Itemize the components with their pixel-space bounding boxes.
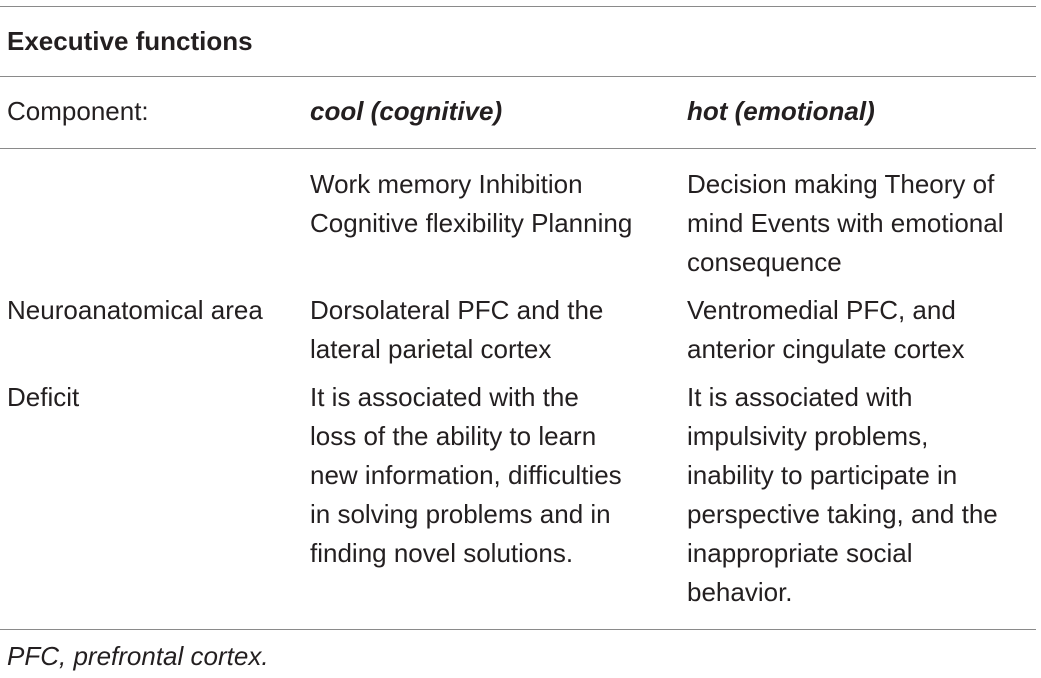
row-3-cool-cell	[310, 378, 622, 573]
row-3-hot-line: perspective taking, and the	[687, 499, 998, 529]
header-bottom-rule	[0, 148, 1036, 149]
row-2-cool-cell	[310, 291, 603, 369]
title-bottom-rule	[0, 76, 1036, 77]
row-3-cool-line: new information, difficulties	[310, 460, 622, 490]
table-title: Executive functions	[7, 26, 253, 56]
table-footnote: PFC, prefrontal cortex.	[7, 641, 269, 671]
row-2-hot-line: anterior cingulate cortex	[687, 334, 965, 364]
row-3-hot-line: inability to participate in	[687, 460, 958, 490]
row-2-hot-line: Ventromedial PFC, and	[687, 295, 956, 325]
row-2-label: Neuroanatomical area	[7, 295, 263, 325]
row-3-hot-line: inappropriate social	[687, 538, 913, 568]
header-component: Component:	[7, 96, 149, 126]
row-1-cool-line: Cognitive flexibility Planning	[310, 208, 633, 238]
row-3-cool-line: in solving problems and in	[310, 499, 611, 529]
row-2-hot-cell	[687, 291, 964, 369]
row-3-label: Deficit	[7, 382, 80, 412]
row-1-hot-line: mind Events with emotional	[687, 208, 1004, 238]
row-3-hot-line: impulsivity problems,	[687, 421, 929, 451]
row-2-cool-line: lateral parietal cortex	[310, 334, 552, 364]
header-cool: cool (cognitive)	[310, 96, 503, 126]
row-3-hot-cell	[687, 378, 998, 612]
row-1-hot-cell	[687, 165, 1003, 282]
row-3-hot-line: behavior.	[687, 577, 793, 607]
row-3-cool-line: It is associated with the	[310, 382, 579, 412]
table-top-rule	[0, 6, 1036, 7]
table-bottom-rule	[0, 629, 1036, 630]
header-hot: hot (emotional)	[687, 96, 875, 126]
row-1-hot-line: consequence	[687, 247, 842, 277]
row-1-cool-line: Work memory Inhibition	[310, 169, 583, 199]
row-3-cool-line: finding novel solutions.	[310, 538, 574, 568]
row-1-hot-line: Decision making Theory of	[687, 169, 995, 199]
row-3-cool-line: loss of the ability to learn	[310, 421, 597, 451]
row-2-cool-line: Dorsolateral PFC and the	[310, 295, 604, 325]
row-3-hot-line: It is associated with	[687, 382, 913, 412]
row-1-cool-cell	[310, 165, 632, 243]
